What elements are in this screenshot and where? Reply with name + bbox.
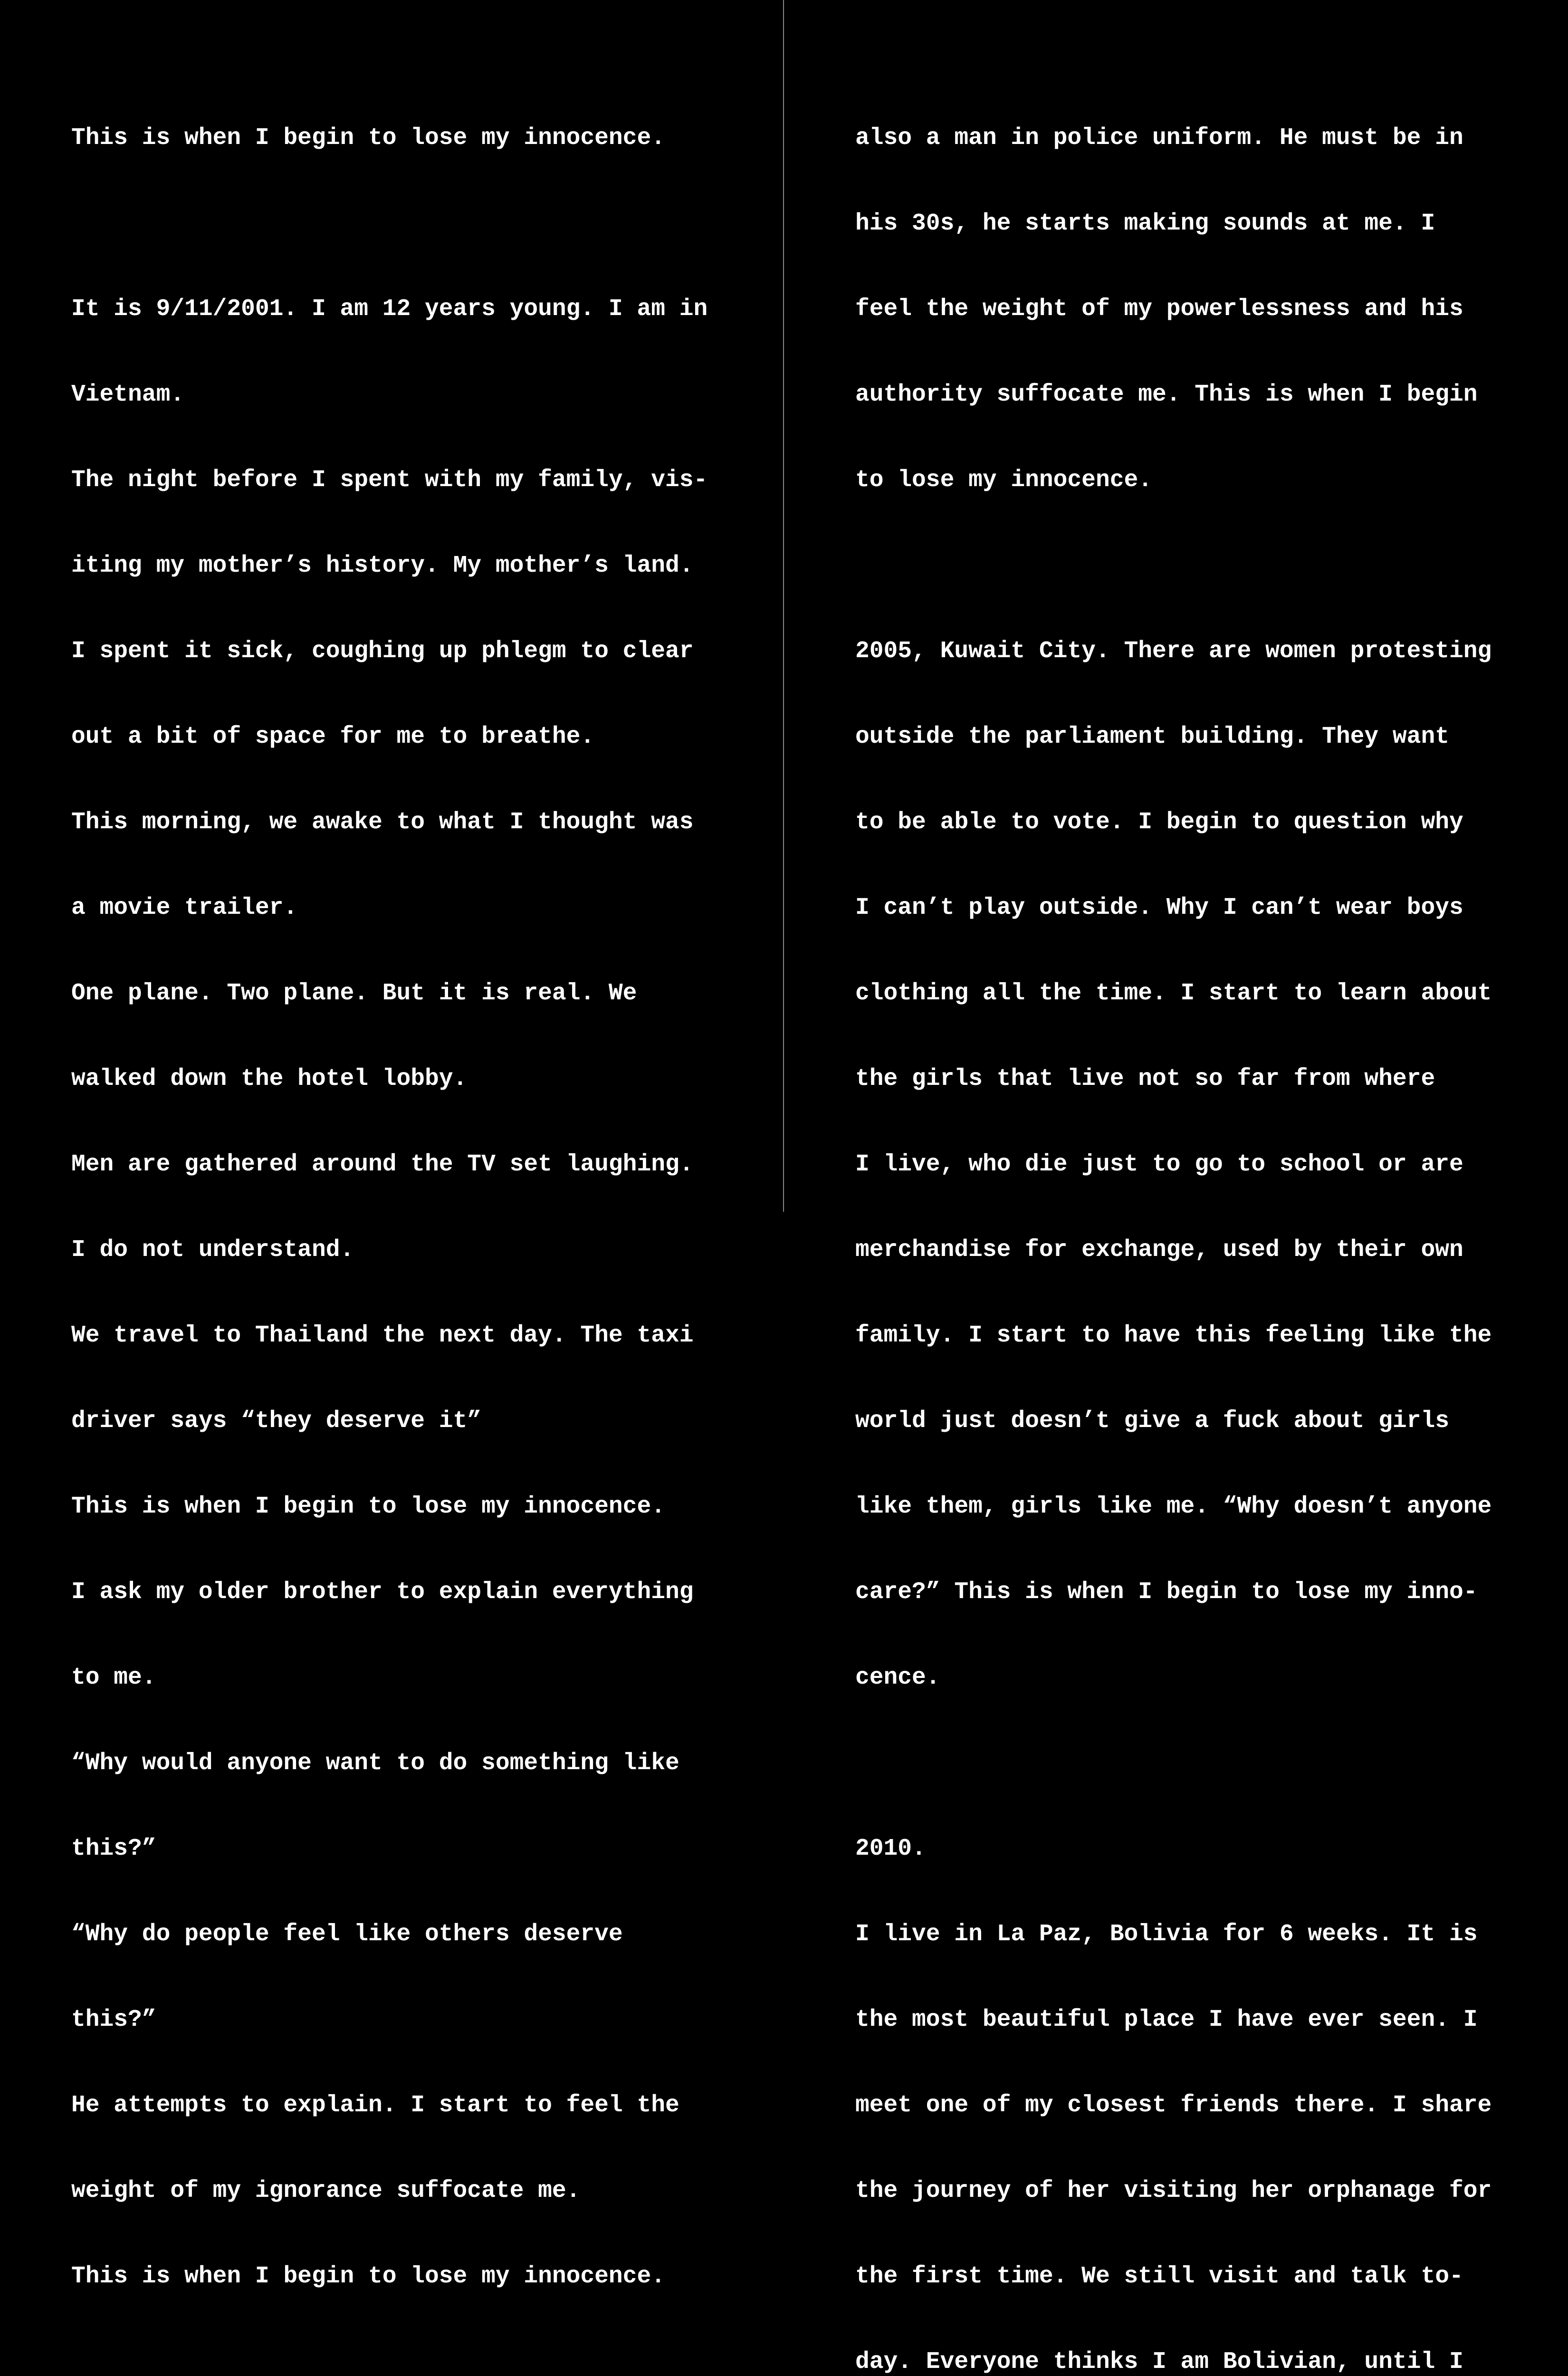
text-line: care?” This is when I begin to lose my inno- (855, 1579, 1478, 1605)
text-line: merchandise for exchange, used by their own (855, 1236, 1463, 1263)
text-line: weight of my ignorance suffocate me. (71, 2177, 581, 2204)
text-line (855, 1749, 1492, 1777)
text-line: iting my mother’s history. My mother’s land. (71, 552, 694, 579)
text-line: It is 9/11/2001. I am 12 years young. I am in (71, 296, 708, 322)
text-line: “Why would anyone want to do something like (71, 1750, 679, 1776)
text-line: his 30s, he starts making sounds at me. I (855, 210, 1435, 237)
text-line: the most beautiful place I have ever seen. I (855, 2006, 1478, 2033)
text-line: to be able to vote. I begin to question why (855, 809, 1463, 835)
text-line: the journey of her visiting her orphanage for (855, 2177, 1492, 2204)
text-line: outside the parliament building. They want (855, 723, 1449, 750)
text-line: We travel to Thailand the next day. The taxi (71, 1322, 694, 1349)
text-line: day. Everyone thinks I am Bolivian, until I (855, 2348, 1463, 2375)
text-line: Men are gathered around the TV set laughing. (71, 1151, 694, 1178)
text-line: 2010. (855, 1835, 926, 1862)
text-line: authority suffocate me. This is when I begin (855, 381, 1478, 408)
text-line: Vietnam. (71, 381, 185, 408)
text-line: This morning, we awake to what I thought was (71, 809, 694, 835)
text-line: The night before I spent with my family, vis- (71, 467, 708, 493)
left-page (0, 0, 784, 2290)
text-line: I spent it sick, coughing up phlegm to clear (71, 638, 694, 664)
text-line: feel the weight of my powerlessness and his (855, 296, 1463, 322)
text-line: I live, who die just to go to school or are (855, 1151, 1463, 1178)
text-line: I do not understand. (71, 1236, 354, 1263)
text-line: 2005, Kuwait City. There are women protesting (855, 638, 1492, 664)
text-line: clothing all the time. I start to learn about (855, 980, 1492, 1006)
text-line (71, 2347, 722, 2376)
text-line: this?” (71, 1835, 156, 1862)
text-line: like them, girls like me. “Why doesn’t anyone (855, 1493, 1492, 1520)
text-line: He attempts to explain. I start to feel the (71, 2092, 679, 2118)
text-line: “Why do people feel like others deserve (71, 1921, 623, 1947)
text-line: meet one of my closest friends there. I share (855, 2092, 1492, 2118)
text-line: walked down the hotel lobby. (71, 1065, 468, 1092)
text-line: to me. (71, 1664, 156, 1691)
text-line (855, 551, 1492, 580)
text-line: I ask my older brother to explain everything (71, 1579, 694, 1605)
text-line: a movie trailer. (71, 894, 298, 921)
text-line: this?” (71, 2006, 156, 2033)
right-page (785, 0, 1568, 2375)
text-line: This is when I begin to lose my innocence. (71, 125, 665, 151)
text-line: I can’t play outside. Why I can’t wear boys (855, 894, 1463, 921)
right-page-text (855, 67, 1492, 2376)
text-line: driver says “they deserve it” (71, 1408, 482, 1434)
text-line: This is when I begin to lose my innocence. (71, 1493, 665, 1520)
text-line: I live in La Paz, Bolivia for 6 weeks. It is (855, 1921, 1478, 1947)
text-line (71, 209, 722, 238)
text-line: the first time. We still visit and talk to- (855, 2263, 1463, 2290)
text-line: family. I start to have this feeling like the (855, 1322, 1492, 1349)
text-line: the girls that live not so far from where (855, 1065, 1435, 1092)
text-line: One plane. Two plane. But it is real. We (71, 980, 637, 1006)
text-line: cence. (855, 1664, 940, 1691)
text-line: out a bit of space for me to breathe. (71, 723, 595, 750)
text-line: also a man in police uniform. He must be in (855, 125, 1463, 151)
left-page-text (71, 67, 722, 2376)
text-line: world just doesn’t give a fuck about girls (855, 1408, 1449, 1434)
text-line: to lose my innocence. (855, 467, 1152, 493)
text-line: This is when I begin to lose my innocence. (71, 2263, 665, 2290)
